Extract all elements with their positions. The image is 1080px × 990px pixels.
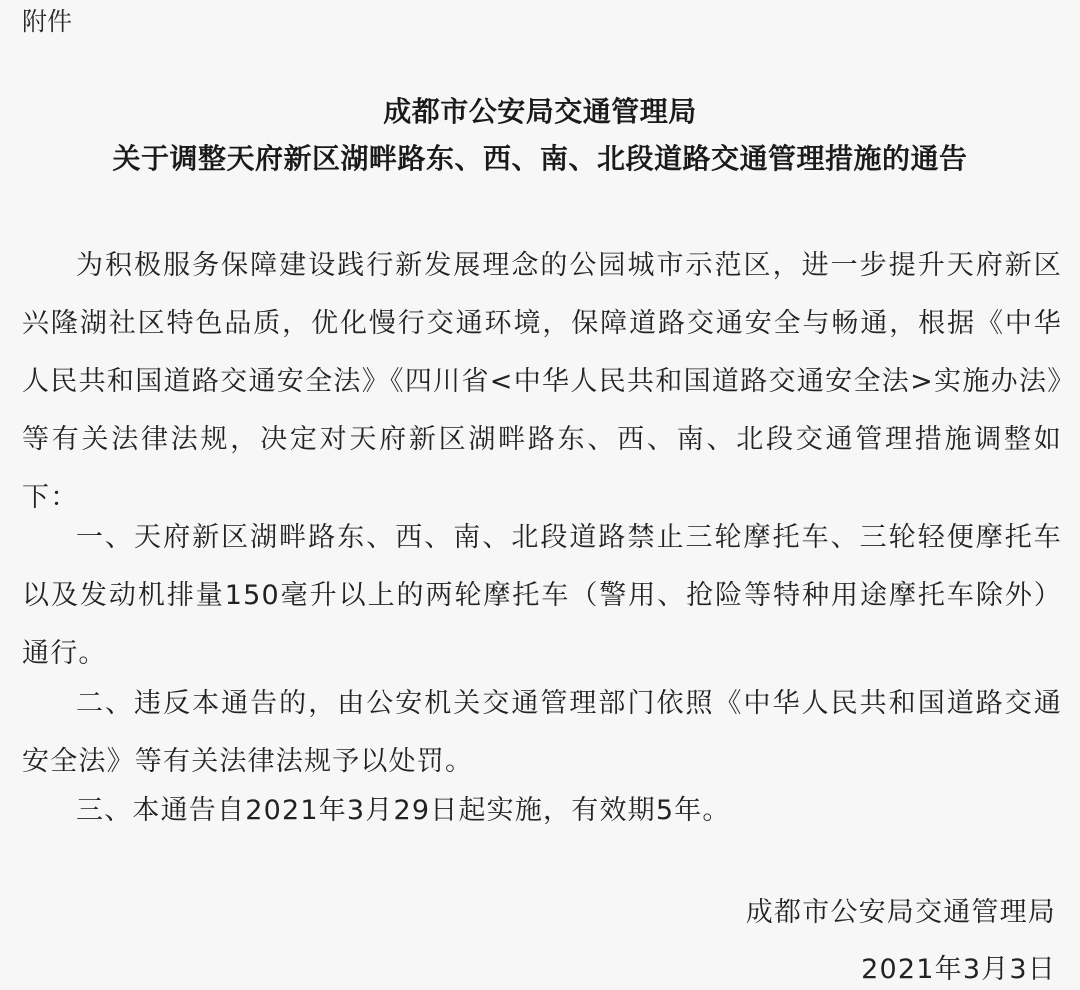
signature-organization: 成都市公安局交通管理局 — [745, 897, 1056, 928]
signature-date: 2021年3月3日 — [861, 954, 1056, 985]
paragraph-item-3: 三、本通告自2021年3月29日起实施，有效期5年。 — [76, 795, 731, 826]
attachment-label: 附件 — [22, 7, 73, 36]
document-title-issuer: 成都市公安局交通管理局 — [383, 95, 697, 128]
paragraph-item-2: 二、违反本通告的，由公安机关交通管理部门依照《中华人民共和国道路交通安全法》等有关法律法规予以处罚。 — [22, 688, 1062, 777]
paragraph-preamble: 为积极服务保障建设践行新发展理念的公园城市示范区，进一步提升天府新区兴隆湖社区特色品质，优化慢行交通环境，保障道路交通安全与畅通，根据《中华人民共和国道路交通安全法》《四川省<中华人民共和国道路交通安全法>实施办法》等有关法律法规，决定对天府新区湖畔路东、西、南、北段交通管理措施调整如下： — [22, 250, 1062, 513]
document-title-subject: 关于调整天府新区湖畔路东、西、南、北段道路交通管理措施的通告 — [112, 142, 968, 175]
paragraph-item-1: 一、天府新区湖畔路东、西、南、北段道路禁止三轮摩托车、三轮轻便摩托车以及发动机排量150毫升以上的两轮摩托车（警用、抢险等特种用途摩托车除外）通行。 — [22, 522, 1062, 669]
